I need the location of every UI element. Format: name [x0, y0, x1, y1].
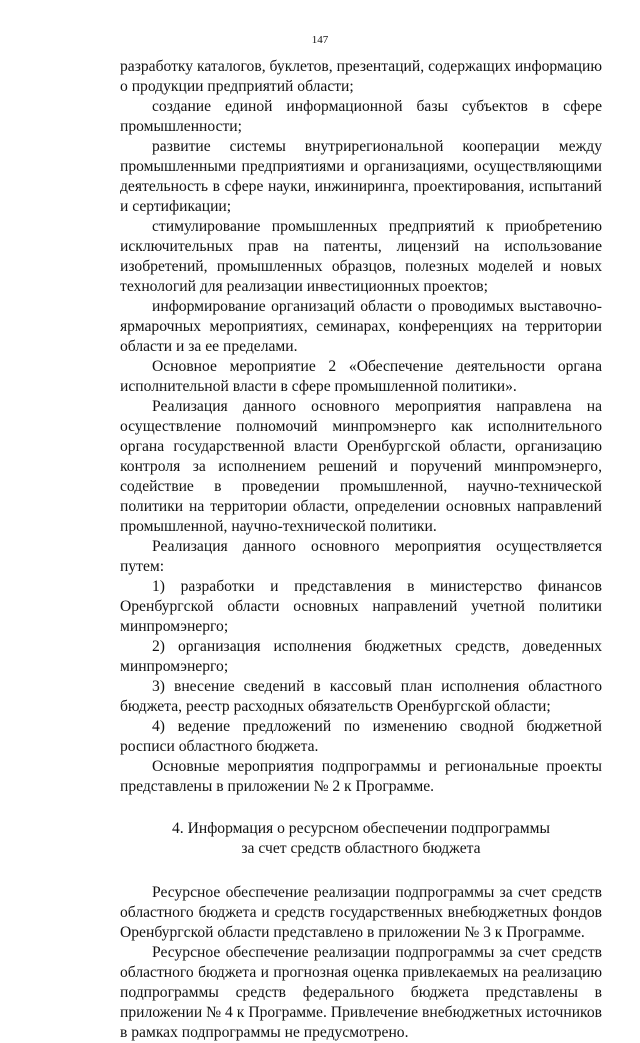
list-item-2: 2) организация исполнения бюджетных средств, доведенных минпромэнерго; — [120, 638, 602, 675]
paragraph-catalogs: разработку каталогов, буклетов, презентаций, содержащих информацию о продукции предприятий области; — [120, 58, 602, 95]
list-item-1: 1) разработки и представления в министерство финансов Оренбургской области основных направлений учетной политики минпромэнерго; — [120, 578, 602, 635]
section-heading — [120, 819, 602, 859]
paragraph-implementation-ways: Реализация данного основного мероприятия осуществляется путем: — [120, 538, 602, 575]
section-heading-line-1: 4. Информация о ресурсном обеспечении подпрограммы — [172, 820, 550, 837]
paragraph-main-activity-2: Основное мероприятие 2 «Обеспечение деятельности органа исполнительной власти в сфере промышленной политики». — [120, 358, 602, 395]
paragraph-resource-appendix-4: Ресурсное обеспечение реализации подпрограммы за счет средств областного бюджета и прогнозная оценка привлекаемых на реализацию подпрограммы средств федерального бюджета представлены в приложении № 4 к Программе. Привлечение внебюджетных источников в рамках подпрограммы не предусмотрено. — [120, 944, 602, 1041]
list-item-4: 4) ведение предложений по изменению сводной бюджетной росписи областного бюджета. — [120, 718, 602, 755]
paragraph-activity-direction: Реализация данного основного мероприятия направлена на осуществление полномочий минпромэнерго как исполнительного органа государственной власти Оренбургской области, организацию контроля за исполнением решений и поручений минпромэнерго, содействие в проведении промышленной, научно-технической политики на территории области, определении основных направлений промышленной, научно-технической политики. — [120, 398, 602, 535]
page-number: 147 — [311, 34, 329, 46]
paragraph-stimulation: стимулирование промышленных предприятий к приобретению исключительных прав на патенты, лицензий на использование изобретений, промышленных образцов, полезных моделей и новых технологий для реализации инвестиционных проектов; — [120, 218, 602, 295]
paragraph-informing: информирование организаций области о проводимых выставочно-ярмарочных мероприятиях, семинарах, конференциях на территории области и за ее пределами. — [120, 298, 602, 355]
paragraph-appendix-2: Основные мероприятия подпрограммы и региональные проекты представлены в приложении № 2 к Программе. — [120, 758, 602, 795]
paragraph-cooperation: развитие системы внутрирегиональной кооперации между промышленными предприятиями и организациями, осуществляющими деятельность в сфере науки, инжиниринга, проектирования, испытаний и сертификации; — [120, 138, 602, 215]
document-body — [120, 57, 602, 1043]
list-item-3: 3) внесение сведений в кассовый план исполнения областного бюджета, реестр расходных обязательств Оренбургской области; — [120, 678, 602, 715]
paragraph-database: создание единой информационной базы субъектов в сфере промышленности; — [120, 98, 602, 135]
paragraph-resource-appendix-3: Ресурсное обеспечение реализации подпрограммы за счет средств областного бюджета и средств государственных внебюджетных фондов Оренбургской области представлено в приложении № 3 к Программе. — [120, 884, 602, 941]
section-heading-line-2: за счет средств областного бюджета — [241, 840, 481, 857]
